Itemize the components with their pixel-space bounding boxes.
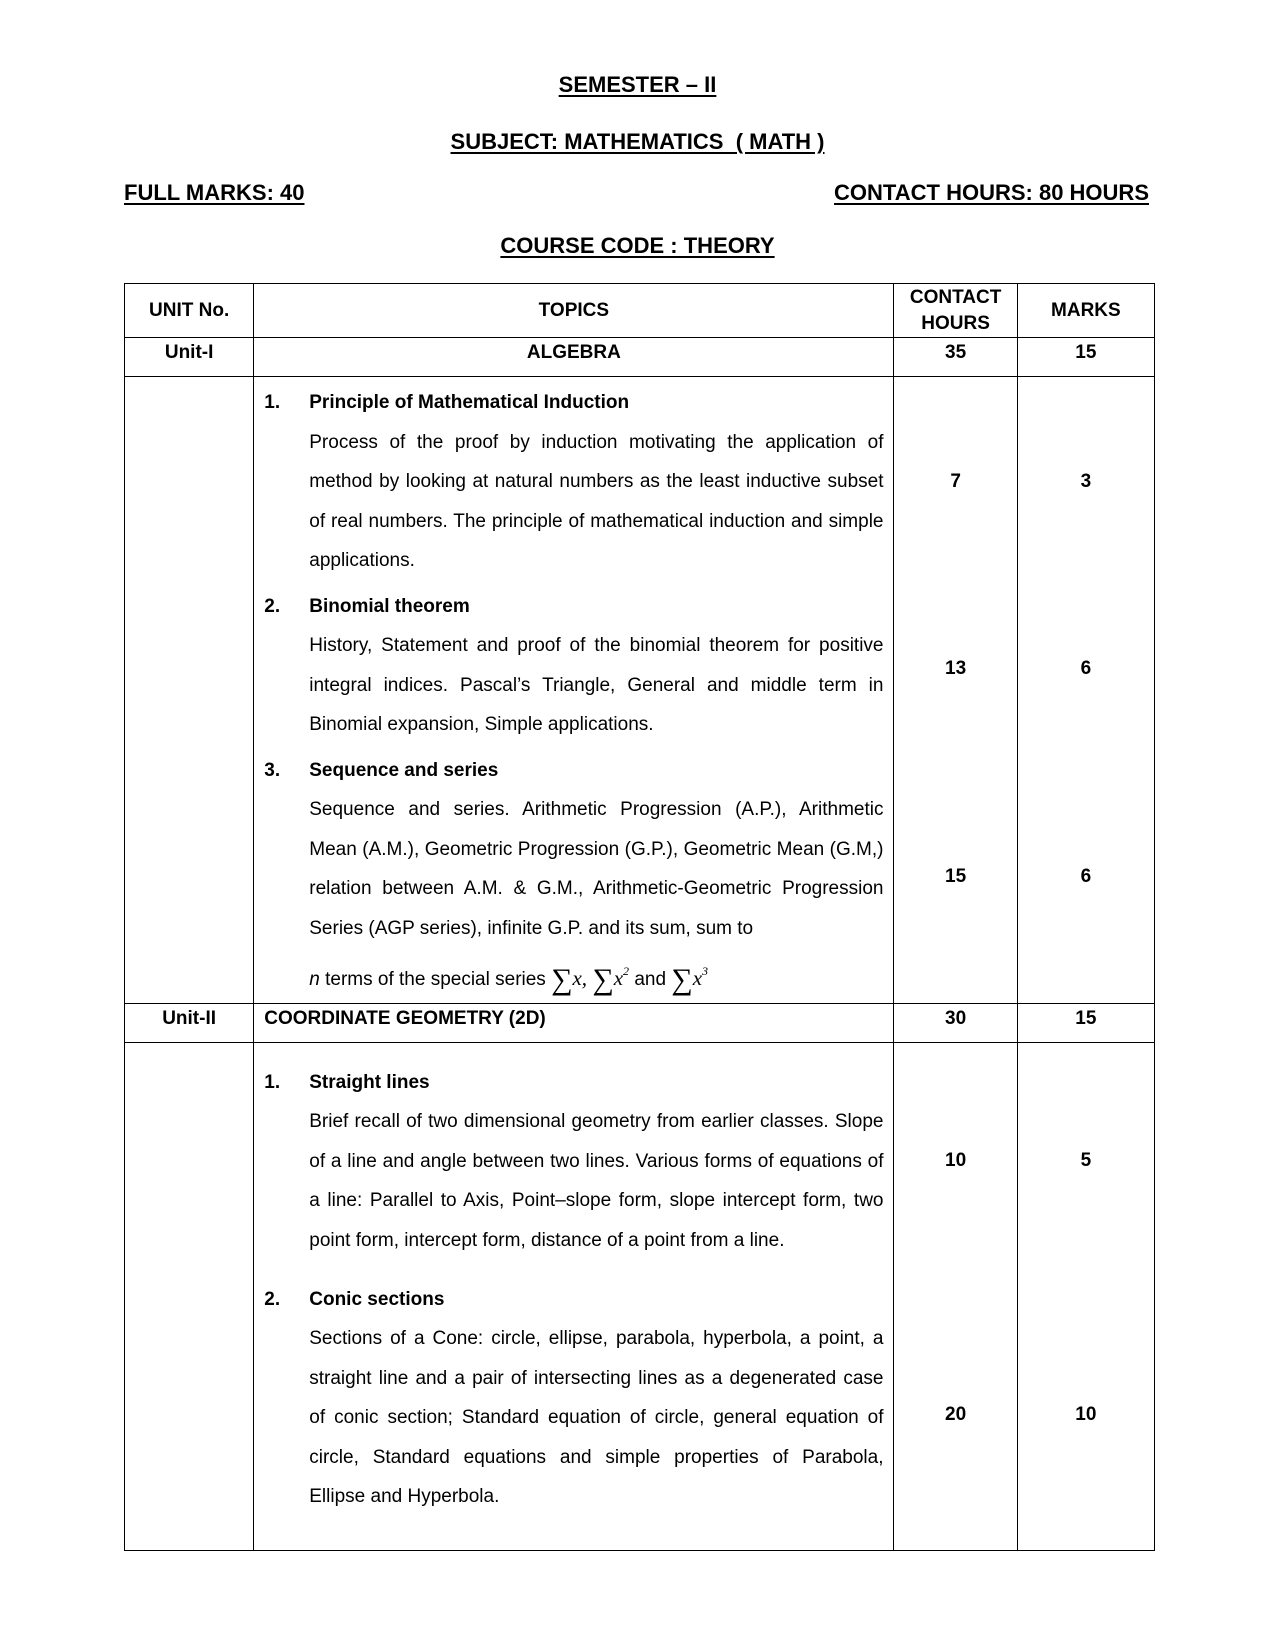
topic-row [125,587,1155,751]
topic-description: History, Statement and proof of the binomial theorem for positive integral indices. Pascal’s Triangle, General and middle term in Binomial expansion, Simple applications. [309,635,884,735]
topic-cell [254,587,894,751]
topic-number: 2. [264,595,281,617]
formula-n: n [309,969,320,990]
unit-hours: 35 [894,338,1017,377]
topic-hours: 15 [894,751,1017,1004]
series-formula [309,948,883,1003]
topic-number: 3. [264,759,281,781]
topic-marks: 10 [1017,1280,1154,1551]
unit-number: Unit-I [125,338,254,377]
topic-hours: 10 [894,1043,1017,1280]
topic-marks: 5 [1017,1043,1154,1280]
topic-cell [254,1280,894,1551]
topic-row [125,377,1155,587]
topic-row [125,1043,1155,1280]
formula-text: terms of the special series [325,969,546,990]
topic-hours: 13 [894,587,1017,751]
col-header-hours: CONTACT HOURS [894,284,1017,338]
course-code-heading: COURSE CODE : THEORY [500,233,775,258]
topic-description: Sections of a Cone: circle, ellipse, parabola, hyperbola, a point, a straight line and a pair of intersecting lines as a degenerated case of conic section; Standard equation of circle, general equation of circle, Standard equations and simple properties of Parabola, Ellipse and Hyperbola. [309,1328,884,1507]
formula-and: and [634,969,667,990]
topic-marks: 3 [1017,377,1154,587]
topic-row [125,751,1155,1004]
topic-row [125,1280,1155,1551]
topic-hours: 20 [894,1280,1017,1551]
full-marks-heading: FULL MARKS: 40 [124,180,305,205]
topic-title: Conic sections [309,1288,445,1310]
topic-number: 1. [264,1071,281,1093]
unit-number: Unit-II [125,1004,254,1043]
table-header-row [125,284,1155,338]
topic-hours: 7 [894,377,1017,587]
topic-description: Process of the proof by induction motivating the application of method by looking at natural numbers as the least inductive subset of real numbers. The principle of mathematical induction and simple applications. [309,431,884,571]
contact-hours-heading: CONTACT HOURS: 80 HOURS [834,180,1149,205]
sum-x-cubed-formula: $\sum x^3$ [671,963,709,996]
topic-title: Straight lines [309,1071,430,1093]
unit-marks: 15 [1017,338,1154,377]
topic-description: Brief recall of two dimensional geometry from earlier classes. Slope of a line and angle between two lines. Various forms of equations of a line: Parallel to Axis, Point–slope form, slope intercept form, two point form, intercept form, distance of a point from a line. [309,1111,884,1251]
subject-heading: SUBJECT: MATHEMATICS ( MATH ) [450,129,825,154]
topic-cell [254,751,894,1004]
unit-marks: 15 [1017,1004,1154,1043]
unit-row [125,338,1155,377]
unit-number-empty [125,1043,254,1551]
topic-number: 1. [264,392,281,413]
unit-hours: 30 [894,1004,1017,1043]
topic-cell [254,377,894,587]
topic-number: 2. [264,1288,281,1310]
topic-description: Sequence and series. Arithmetic Progression (A.P.), Arithmetic Mean (A.M.), Geometric Progression (G.P.), Geometric Mean (G.M,) relation between A.M. & G.M., Arithmetic-Geometric Progression Series (AGP series), infinite G.P. and its sum, sum to [309,799,884,939]
col-header-topics: TOPICS [254,284,894,338]
unit-title: COORDINATE GEOMETRY (2D) [254,1004,894,1043]
topic-marks: 6 [1017,587,1154,751]
syllabus-table [124,283,1155,1551]
unit-number-empty [125,377,254,1004]
semester-heading: SEMESTER – II [558,72,717,97]
col-header-marks: MARKS [1017,284,1154,338]
topic-marks: 6 [1017,751,1154,1004]
topic-title: Principle of Mathematical Induction [309,392,630,413]
topic-title: Binomial theorem [309,595,470,617]
unit-title: ALGEBRA [254,338,894,377]
topic-cell [254,1043,894,1280]
sum-x-formula: ∑x, $\sum x^2$ [551,963,630,996]
unit-row [125,1004,1155,1043]
topic-title: Sequence and series [309,759,499,781]
col-header-unit: UNIT No. [125,284,254,338]
